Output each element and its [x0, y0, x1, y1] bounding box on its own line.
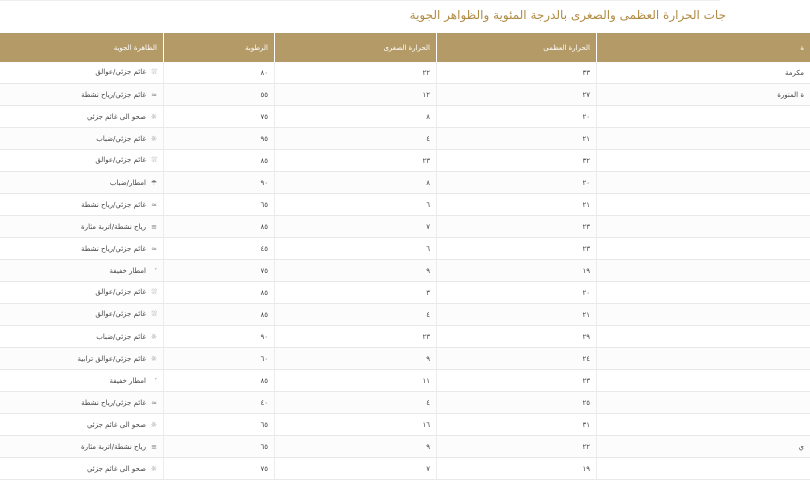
condition-cell	[0, 194, 164, 216]
max-temp-cell: ٢٣	[437, 238, 597, 260]
min-temp-cell: ٦	[275, 238, 437, 260]
humidity-cell: ٤٠	[164, 392, 275, 414]
weather-table	[0, 33, 810, 480]
condition-text: غائم جزئي/عوالق	[95, 288, 146, 296]
min-temp-cell: ٢٣	[275, 150, 437, 172]
min-temp-cell: ٤	[275, 392, 437, 414]
min-temp-cell: ١٦	[275, 414, 437, 436]
table-row	[0, 128, 810, 150]
light-rain-icon: ʼ	[154, 266, 157, 275]
city-cell	[597, 128, 810, 150]
table-row	[0, 436, 810, 458]
city-cell	[597, 414, 810, 436]
max-temp-cell: ٢٧	[437, 84, 597, 106]
city-cell	[597, 458, 810, 480]
humidity-cell: ٩٥	[164, 128, 275, 150]
table-row	[0, 216, 810, 238]
min-temp-cell: ٨	[275, 172, 437, 194]
light-rain-icon: ʼ	[154, 376, 157, 385]
table-row	[0, 84, 810, 106]
humidity-cell: ٨٥	[164, 304, 275, 326]
city-cell: ة المنورة	[597, 84, 810, 106]
max-temp-cell: ٢٠	[437, 282, 597, 304]
cloud-dust-icon: ⛆	[151, 156, 157, 164]
wind-icon: ≈	[151, 244, 157, 253]
city-cell	[597, 282, 810, 304]
min-temp-cell: ٤	[275, 128, 437, 150]
table-row	[0, 172, 810, 194]
humidity-cell: ٨٠	[164, 62, 275, 84]
humidity-cell: ٧٥	[164, 106, 275, 128]
condition-text: صحو الى غائم جزئي	[86, 112, 146, 121]
condition-text: غائم جزئي/عوالق ترابية	[77, 354, 146, 363]
condition-cell	[0, 282, 164, 304]
condition-cell	[0, 392, 164, 414]
humidity-cell: ٦٠	[164, 348, 275, 370]
sun-dust-icon: ☼	[150, 354, 157, 363]
min-temp-cell: ١٢	[275, 84, 437, 106]
condition-cell	[0, 172, 164, 194]
table-row	[0, 304, 810, 326]
condition-cell	[0, 304, 164, 326]
min-temp-cell: ٩	[275, 436, 437, 458]
city-cell	[597, 392, 810, 414]
condition-cell	[0, 238, 164, 260]
humidity-cell: ٨٥	[164, 370, 275, 392]
fog-icon: ☼	[150, 134, 157, 143]
condition-cell	[0, 348, 164, 370]
wind-icon: ≈	[151, 200, 157, 209]
min-temp-cell: ٢٣	[275, 326, 437, 348]
condition-cell	[0, 260, 164, 282]
header-condition: الظاهرة الجوية	[0, 33, 164, 62]
sun-cloud-icon: ☼	[150, 420, 157, 429]
condition-text: رياح نشطة/اتربة مثارة	[81, 222, 146, 231]
city-cell	[597, 304, 810, 326]
condition-text: غائم جزئي/عوالق	[95, 310, 146, 318]
humidity-cell: ٧٥	[164, 260, 275, 282]
max-temp-cell: ٢٠	[437, 172, 597, 194]
city-cell	[597, 370, 810, 392]
max-temp-cell: ٢١	[437, 128, 597, 150]
min-temp-cell: ٧	[275, 216, 437, 238]
min-temp-cell: ٦	[275, 194, 437, 216]
humidity-cell: ٨٥	[164, 216, 275, 238]
humidity-cell: ٤٥	[164, 238, 275, 260]
sun-cloud-icon: ☼	[150, 464, 157, 473]
min-temp-cell: ٨	[275, 106, 437, 128]
fog-icon: ☼	[150, 332, 157, 341]
condition-cell	[0, 326, 164, 348]
max-temp-cell: ٢٢	[437, 436, 597, 458]
table-row	[0, 106, 810, 128]
wind-icon: ≈	[151, 398, 157, 407]
condition-text: صحو الى غائم جزئي	[86, 464, 146, 473]
dust-wind-icon: ≡	[151, 442, 157, 451]
humidity-cell: ٦٥	[164, 414, 275, 436]
condition-text: غائم جزئي/عوالق	[95, 156, 146, 164]
header-max-temp: الحرارة العظمى	[437, 33, 597, 62]
max-temp-cell: ٢٥	[437, 392, 597, 414]
condition-cell	[0, 216, 164, 238]
city-cell	[597, 326, 810, 348]
max-temp-cell: ٢٠	[437, 106, 597, 128]
max-temp-cell: ٢٣	[437, 216, 597, 238]
table-row	[0, 62, 810, 84]
humidity-cell: ٩٠	[164, 326, 275, 348]
humidity-cell: ٦٥	[164, 436, 275, 458]
table-header-row	[0, 33, 810, 62]
cloud-dust-icon: ⛆	[151, 310, 157, 318]
min-temp-cell: ٧	[275, 458, 437, 480]
city-cell: مكرمة	[597, 62, 810, 84]
table-row	[0, 260, 810, 282]
condition-cell	[0, 150, 164, 172]
condition-cell	[0, 458, 164, 480]
condition-text: امطار/ضباب	[109, 178, 146, 187]
condition-text: رياح نشطة/اتربة مثارة	[81, 442, 146, 451]
min-temp-cell: ٣	[275, 282, 437, 304]
cloud-dust-icon: ⛆	[151, 288, 157, 296]
city-cell	[597, 172, 810, 194]
condition-text: غائم جزئي/رياح نشطة	[81, 398, 146, 407]
table-row	[0, 282, 810, 304]
table-row	[0, 326, 810, 348]
city-cell	[597, 348, 810, 370]
condition-text: صحو الى غائم جزئي	[86, 420, 146, 429]
cloud-dust-icon: ⛆	[151, 68, 157, 76]
condition-cell	[0, 106, 164, 128]
table-row	[0, 414, 810, 436]
table-row	[0, 370, 810, 392]
condition-cell	[0, 128, 164, 150]
header-min-temp: الحرارة الصغرى	[275, 33, 437, 62]
humidity-cell: ٩٠	[164, 172, 275, 194]
condition-text: امطار خفيفة	[109, 266, 146, 275]
max-temp-cell: ٢٣	[437, 370, 597, 392]
condition-cell	[0, 436, 164, 458]
table-row	[0, 458, 810, 480]
sun-cloud-icon: ☼	[150, 112, 157, 121]
condition-text: غائم جزئي/ضباب	[96, 134, 146, 143]
humidity-cell: ٦٥	[164, 194, 275, 216]
city-cell	[597, 216, 810, 238]
max-temp-cell: ٢١	[437, 304, 597, 326]
header-city: ة	[597, 33, 810, 62]
min-temp-cell: ٤	[275, 304, 437, 326]
table-row	[0, 238, 810, 260]
max-temp-cell: ٣٣	[437, 62, 597, 84]
condition-text: غائم جزئي/عوالق	[95, 68, 146, 76]
max-temp-cell: ٣٢	[437, 150, 597, 172]
max-temp-cell: ١٩	[437, 458, 597, 480]
humidity-cell: ٧٥	[164, 458, 275, 480]
top-divider	[0, 0, 720, 1]
condition-text: غائم جزئي/رياح نشطة	[81, 200, 146, 209]
max-temp-cell: ١٩	[437, 260, 597, 282]
table-body	[0, 62, 810, 480]
table-row	[0, 194, 810, 216]
city-cell	[597, 260, 810, 282]
humidity-cell: ٥٥	[164, 84, 275, 106]
condition-cell	[0, 84, 164, 106]
dust-wind-icon: ≡	[151, 222, 157, 231]
header-humidity: الرطوبة	[164, 33, 275, 62]
rain-icon: ☂	[150, 178, 157, 187]
max-temp-cell: ٢١	[437, 194, 597, 216]
humidity-cell: ٨٥	[164, 282, 275, 304]
max-temp-cell: ٢٩	[437, 326, 597, 348]
table-row	[0, 392, 810, 414]
min-temp-cell: ١١	[275, 370, 437, 392]
condition-text: غائم جزئي/رياح نشطة	[81, 244, 146, 253]
table-row	[0, 150, 810, 172]
wind-icon: ≈	[151, 90, 157, 99]
city-cell	[597, 106, 810, 128]
condition-cell	[0, 62, 164, 84]
city-cell	[597, 150, 810, 172]
city-cell	[597, 238, 810, 260]
condition-text: غائم جزئي/رياح نشطة	[81, 90, 146, 99]
min-temp-cell: ٢٢	[275, 62, 437, 84]
page-title: جات الحرارة العظمى والصغرى بالدرجة المئوية والظواهر الجوية	[409, 8, 726, 22]
min-temp-cell: ٩	[275, 348, 437, 370]
max-temp-cell: ٣١	[437, 414, 597, 436]
city-cell: ي	[597, 436, 810, 458]
condition-cell	[0, 370, 164, 392]
condition-text: امطار خفيفة	[109, 376, 146, 385]
humidity-cell: ٨٥	[164, 150, 275, 172]
city-cell	[597, 194, 810, 216]
max-temp-cell: ٢٤	[437, 348, 597, 370]
condition-cell	[0, 414, 164, 436]
table-row	[0, 348, 810, 370]
min-temp-cell: ٩	[275, 260, 437, 282]
condition-text: غائم جزئي/ضباب	[96, 332, 146, 341]
